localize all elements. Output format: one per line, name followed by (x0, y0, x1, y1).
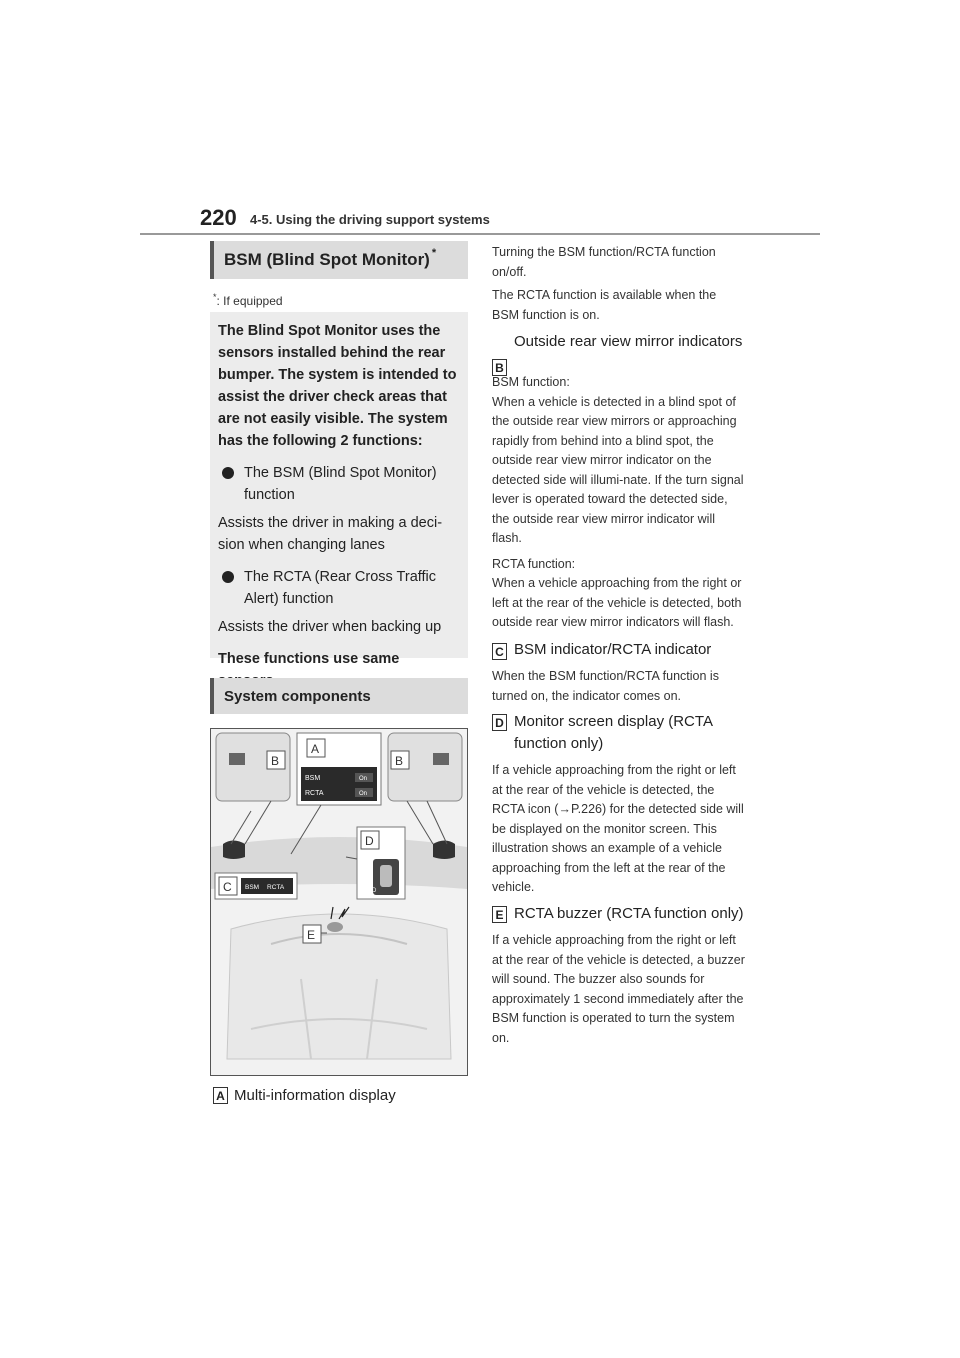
function-name: The RCTA (Rear Cross Traffic Alert) function (244, 569, 437, 607)
item-title: BSM indicator/RCTA indicator (514, 641, 712, 658)
figure-label-e: E (307, 928, 316, 942)
display-row-name: BSM (305, 775, 321, 782)
item-paragraph: When the BSM function/RCTA function is turned on, the indicator comes on. (492, 669, 719, 703)
figure-label-a: A (311, 742, 320, 756)
display-row-value: On (359, 791, 368, 797)
figure-label-c: C (223, 880, 232, 894)
item-title: Outside rear view mirror indicators (514, 333, 743, 350)
function-name: The BSM (Blind Spot Monitor) function (244, 465, 437, 503)
item-a-heading (213, 1087, 396, 1104)
footnote-text: : If equipped (216, 294, 283, 308)
function-item (218, 566, 458, 610)
page-number: 220 (200, 205, 237, 230)
item-paragraph: When a vehicle is detected in a blind spot of the outside rear view mirrors or approaching rapidly from behind into a blind spot, the outside rear view mirror indicator on the detected side will illumi-nate. If the turn signal lever is operated toward the detected side, the outside rear view mirror indicator will flash. (492, 394, 744, 545)
title-footnote-mark: * (431, 247, 437, 259)
footnote (213, 292, 283, 308)
intro-lead: The Blind Spot Monitor uses the sensors installed behind the rear bumper. The system is intended to assist the driver check areas that are not easily visible. The system has the following 2 functions: (218, 323, 457, 449)
bullet-icon (222, 571, 234, 583)
figure-label-d: D (365, 834, 374, 848)
footnote-mark: * (213, 292, 217, 302)
display-row-value: On (359, 776, 368, 782)
item-letter-badge: E (492, 906, 507, 923)
display-row-name: RCTA (305, 790, 324, 797)
components-title: System components (210, 678, 468, 714)
gear-indicator: D (372, 888, 377, 894)
item-b (492, 331, 746, 633)
section-title: 4-5. Using the driving support systems (250, 212, 490, 227)
function-desc: Assists the driver in making a deci-sion when changing lanes (218, 515, 443, 553)
item-paragraph: Turning the BSM function/RCTA function on/off. (492, 245, 716, 279)
figure-label-b: B (395, 754, 404, 768)
page-title-text: BSM (Blind Spot Monitor) (224, 250, 430, 269)
bullet-icon (222, 467, 234, 479)
function-item (218, 462, 458, 506)
item-letter-badge: A (213, 1087, 228, 1104)
item-d (492, 711, 746, 898)
page-header (200, 205, 820, 235)
indicator-rcta: RCTA (267, 884, 285, 891)
function-desc: Assists the driver when backing up (218, 619, 442, 635)
item-title: Multi-information display (234, 1087, 396, 1104)
item-paragraph: BSM function: (492, 375, 570, 389)
header-divider (140, 233, 820, 235)
intro-closing: These functions use same (218, 651, 400, 667)
item-paragraph: RCTA function: (492, 556, 576, 571)
item-letter-badge: D (492, 714, 507, 731)
page-title (210, 241, 468, 279)
intro-box (210, 312, 468, 667)
item-a-body (492, 243, 746, 325)
item-title: RCTA buzzer (RCTA function only) (514, 905, 744, 922)
item-c (492, 639, 746, 706)
indicator-bsm: BSM (245, 884, 260, 891)
item-title: Monitor screen display (RCTA function only) (514, 713, 713, 752)
figure-label-b: B (271, 754, 280, 768)
item-paragraph: The RCTA function is available when the BSM function is on. (492, 288, 717, 322)
item-e (492, 903, 746, 1048)
item-paragraph: If a vehicle approaching from the right or left at the rear of the vehicle is detected, a buzzer will sound. The buzzer also sounds for approximately 1 second immediately after the BSM function is operated to turn the system on. (492, 933, 745, 1045)
item-letter-badge: B (492, 359, 507, 376)
item-paragraph: When a vehicle approaching from the right or left at the rear of the vehicle is detected, both outside rear view mirror indicators will flash. (492, 576, 742, 629)
item-paragraph: If a vehicle approaching from the right or left at the rear of the vehicle is detected, the RCTA icon (→P.226) for the detected side will be displayed on the monitor screen. This illustration shows an example of a vehicle approaching from the left at the rear of the vehicle. (492, 763, 744, 894)
item-letter-badge: C (492, 643, 507, 660)
system-components-illustration (210, 728, 468, 1076)
